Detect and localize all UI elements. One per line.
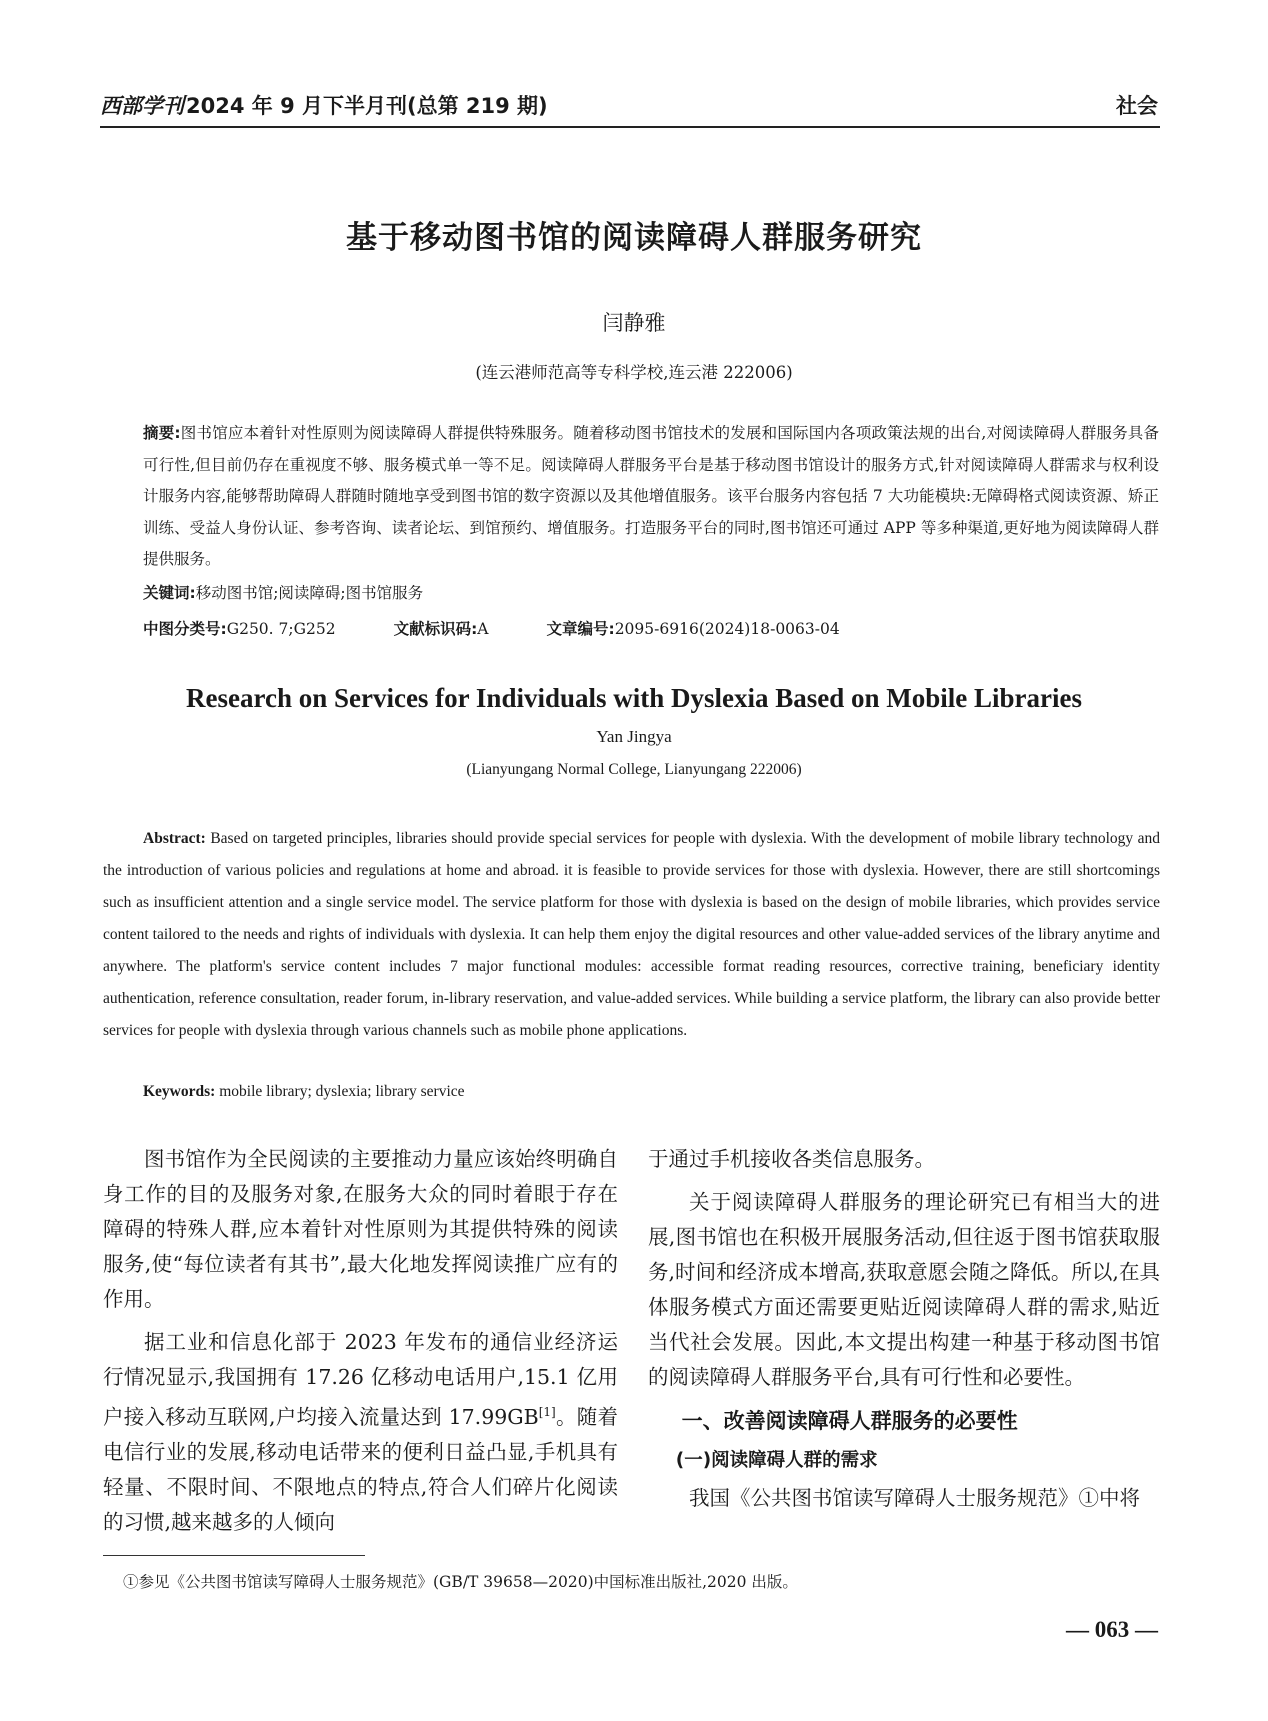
journal-logo: 西部学刊 (100, 93, 184, 118)
citation-ref[interactable]: [1] (538, 1405, 556, 1419)
paragraph: 关于阅读障碍人群服务的理论研究已有相当大的进展,图书馆也在积极开展服务活动,但往返于图书馆获取服务,时间和经济成本增高,获取意愿会随之降低。所以,在具体服务模式方面还需要更贴近阅读障碍人群的需求,贴近当代社会发展。因此,本文提出构建一种基于移动图书馆的阅读障碍人群服务平台,具有可行性和必要性。 (648, 1190, 1160, 1389)
footnote: ①参见《公共图书馆读写障碍人士服务规范》(GB/T 39658—2020)中国标准出版社,2020 出版。 (123, 1573, 798, 1591)
footnote-rule (103, 1555, 365, 1556)
section-label: 社会 (1116, 94, 1158, 118)
abstract-cn (143, 418, 1159, 576)
article-no-label: 文章编号: (546, 620, 615, 638)
classification-line (143, 617, 840, 639)
paragraph: 我国《公共图书馆读写障碍人士服务规范》①中将 (689, 1486, 1140, 1510)
page-number: — 063 — (1066, 1617, 1158, 1642)
paragraph: 于通过手机接收各类信息服务。 (648, 1147, 935, 1171)
article-no-value: 2095-6916(2024)18-0063-04 (614, 620, 840, 638)
paragraph: 据工业和信息化部于 2023 年发布的通信业经济运行情况显示,我国拥有 17.26 亿移动电话用户,15.1 亿用户接入移动互联网,户均接入流量达到 17.99GB[1]。随着电信行业的发展,移动电话带来的便利日益凸显,手机具有轻量、不限时间、不限地点的特点,符合人们碎片化阅读的习惯,越来越多的人倾向 (103, 1330, 618, 1534)
clc-value: G250. 7;G252 (226, 620, 336, 638)
body-column-left (103, 1142, 618, 1548)
author-en: Yan Jingya (596, 727, 672, 746)
keywords-en (143, 1083, 465, 1101)
doc-code-value: A (477, 620, 489, 638)
keywords-text-cn: 移动图书馆;阅读障碍;图书馆服务 (195, 584, 424, 602)
affiliation-cn: (连云港师范高等专科学校,连云港 222006) (475, 363, 793, 382)
author-cn: 闫静雅 (602, 311, 666, 335)
section-heading: 一、改善阅读障碍人群服务的必要性 (681, 1409, 1018, 1433)
header-rule (100, 126, 1160, 128)
abstract-label-cn: 摘要: (143, 424, 181, 442)
keywords-label-en: Keywords: (143, 1083, 216, 1100)
article-title-en: Research on Services for Individuals with Dyslexia Based on Mobile Libraries (185, 683, 1083, 713)
abstract-text-en: Based on targeted principles, libraries should provide special services for people with dyslexia. With the development of mobile library technology and the introduction of various policies and regulations at home and abroad. it is feasible to provide services for those with dyslexia. However, there are still shortcomings such as insufficient attention and a single service model. The service platform for those with dyslexia is based on the design of mobile libraries, which provides service content tailored to the needs and rights of individuals with dyslexia. It can help them enjoy the digital resources and other value-added services of the library anytime and anywhere. The platform's service content includes 7 major functional modules: accessible format reading resources, corrective training, beneficiary identity authentication, reference consultation, reader forum, in-library reservation, and value-added services. While building a service platform, the library can also provide better services for people with dyslexia through various channels such as mobile phone applications. (103, 830, 1161, 1039)
keywords-text-en: mobile library; dyslexia; library service (219, 1083, 465, 1100)
issue-info: 2024 年 9 月下半月刊(总第 219 期) (186, 94, 548, 118)
clc-label: 中图分类号: (143, 620, 227, 638)
affiliation-en: (Lianyungang Normal College, Lianyungang 222006) (466, 761, 802, 778)
abstract-text-cn: 图书馆应本着针对性原则为阅读障碍人群提供特殊服务。随着移动图书馆技术的发展和国际国内各项政策法规的出台,对阅读障碍人群服务具备可行性,但目前仍存在重视度不够、服务模式单一等不足。阅读障碍人群服务平台是基于移动图书馆设计的服务方式,针对阅读障碍人群需求与权利设计服务内容,能够帮助障碍人群随时随地享受到图书馆的数字资源以及其他增值服务。该平台服务内容包括 7 大功能模块:无障碍格式阅读资源、矫正训练、受益人身份认证、参考咨询、读者论坛、到馆预约、增值服务。打造服务平台的同时,图书馆还可通过 APP 等多种渠道,更好地为阅读障碍人群提供服务。 (143, 424, 1160, 568)
paragraph: 图书馆作为全民阅读的主要推动力量应该始终明确自身工作的目的及服务对象,在服务大众的同时着眼于存在障碍的特殊人群,应本着针对性原则为其提供特殊的阅读服务,使“每位读者有其书”,最大化地发挥阅读推广应有的作用。 (103, 1147, 618, 1311)
article-title-cn: 基于移动图书馆的阅读障碍人群服务研究 (346, 220, 922, 256)
abstract-en (103, 823, 1160, 1047)
doc-code-label: 文献标识码: (393, 620, 478, 638)
subsection-heading: (一)阅读障碍人群的需求 (675, 1450, 878, 1471)
running-header (100, 90, 548, 120)
body-column-right (648, 1142, 1160, 1524)
abstract-label-en: Abstract: (143, 830, 206, 847)
keywords-cn (143, 581, 423, 603)
keywords-label-cn: 关键词: (143, 584, 196, 602)
